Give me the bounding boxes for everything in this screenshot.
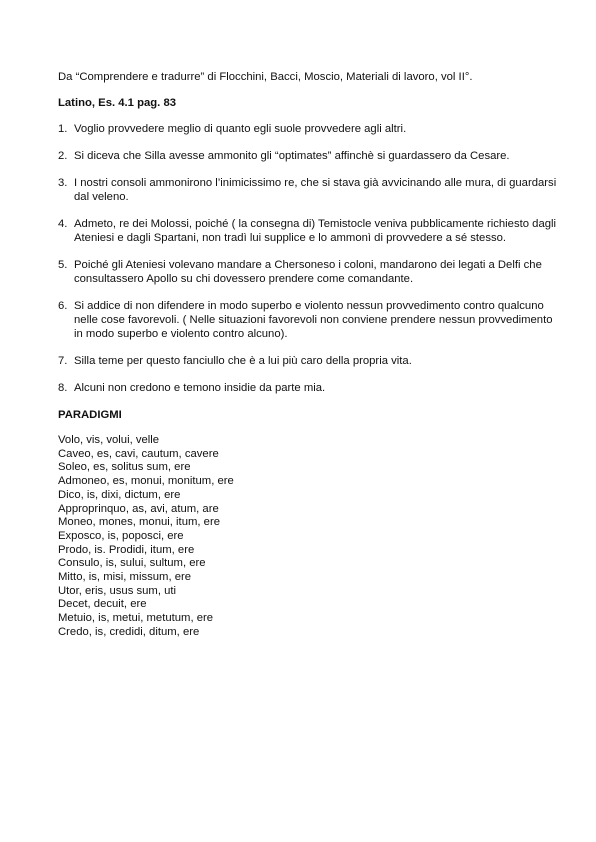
exercise-list xyxy=(58,122,558,395)
paradigm-line: Exposco, is, poposci, ere xyxy=(58,529,184,542)
list-item xyxy=(58,149,558,163)
item-number: 2. xyxy=(58,150,68,162)
item-text: Si addice di non difendere in modo superbo e violento nessun provvedimento contro qualcuno nelle cose favorevoli. ( Nelle situazioni favorevoli non conviene prendere nessun provvedimento in modo superbo e violento contro alcuno). xyxy=(74,300,553,340)
paradigm-line: Metuio, is, metui, metutum, ere xyxy=(58,612,214,625)
item-text: Poiché gli Ateniesi volevano mandare a Chersoneso i coloni, mandarono dei legati a Delfi che consultassero Apollo su chi dovessero prendere come comandante. xyxy=(74,259,542,285)
paradigm-line: Prodo, is. Prodidi, itum, ere xyxy=(58,543,195,556)
paradigm-line: Approprinquo, as, avi, atum, are xyxy=(58,502,219,515)
paradigm-line: Consulo, is, sului, sultum, ere xyxy=(58,557,206,570)
paradigm-line: Volo, vis, volui, velle xyxy=(58,434,160,446)
paradigm-line: Moneo, mones, monui, itum, ere xyxy=(58,516,220,529)
paradigm-heading: PARADIGMI xyxy=(58,409,122,421)
list-item xyxy=(58,176,558,204)
paradigm-line: Credo, is, credidi, ditum, ere xyxy=(58,625,200,638)
source-citation: Da “Comprendere e tradurre” di Flocchini, Bacci, Moscio, Materiali di lavoro, vol II°. xyxy=(58,71,473,83)
paradigm-line: Dico, is, dixi, dictum, ere xyxy=(58,488,181,501)
list-item xyxy=(58,299,558,341)
paradigm-list xyxy=(58,434,558,640)
paradigm-line: Decet, decuit, ere xyxy=(58,598,147,611)
item-number: 6. xyxy=(58,300,68,312)
item-number: 3. xyxy=(58,177,68,189)
item-text: Silla teme per questo fanciullo che è a lui più caro della propria vita. xyxy=(74,355,412,367)
item-text: Voglio provvedere meglio di quanto egli suole provvedere agli altri. xyxy=(74,123,407,135)
paradigm-line: Utor, eris, usus sum, uti xyxy=(58,584,177,597)
item-number: 1. xyxy=(58,123,68,135)
paradigm-line: Caveo, es, cavi, cautum, cavere xyxy=(58,447,219,460)
item-text: Si diceva che Silla avesse ammonito gli “optimates” affinchè si guardassero da Cesare. xyxy=(74,150,510,162)
exercise-heading: Latino, Es. 4.1 pag. 83 xyxy=(58,97,177,109)
list-item xyxy=(58,258,558,286)
list-item xyxy=(58,381,558,395)
item-number: 5. xyxy=(58,259,68,271)
paradigm-line: Mitto, is, misi, missum, ere xyxy=(58,571,192,584)
list-item xyxy=(58,354,558,368)
item-text: Admeto, re dei Molossi, poiché ( la consegna di) Temistocle veniva pubblicamente richiesto dagli Ateniesi e dagli Spartani, non tradì lui supplice e lo ammonì di provvedere a sé stesso. xyxy=(74,218,557,244)
item-number: 4. xyxy=(58,218,68,230)
item-text: I nostri consoli ammonirono l’inimicissimo re, che si stava già avvicinando alle mura, di guardarsi dal veleno. xyxy=(74,177,557,203)
item-text: Alcuni non credono e temono insidie da parte mia. xyxy=(74,382,326,394)
paradigm-line: Admoneo, es, monui, monitum, ere xyxy=(58,475,234,488)
item-number: 7. xyxy=(58,355,68,367)
list-item xyxy=(58,122,558,136)
list-item xyxy=(58,217,558,245)
document-page xyxy=(58,70,558,640)
item-number: 8. xyxy=(58,382,68,394)
paradigm-line: Soleo, es, solitus sum, ere xyxy=(58,461,191,474)
